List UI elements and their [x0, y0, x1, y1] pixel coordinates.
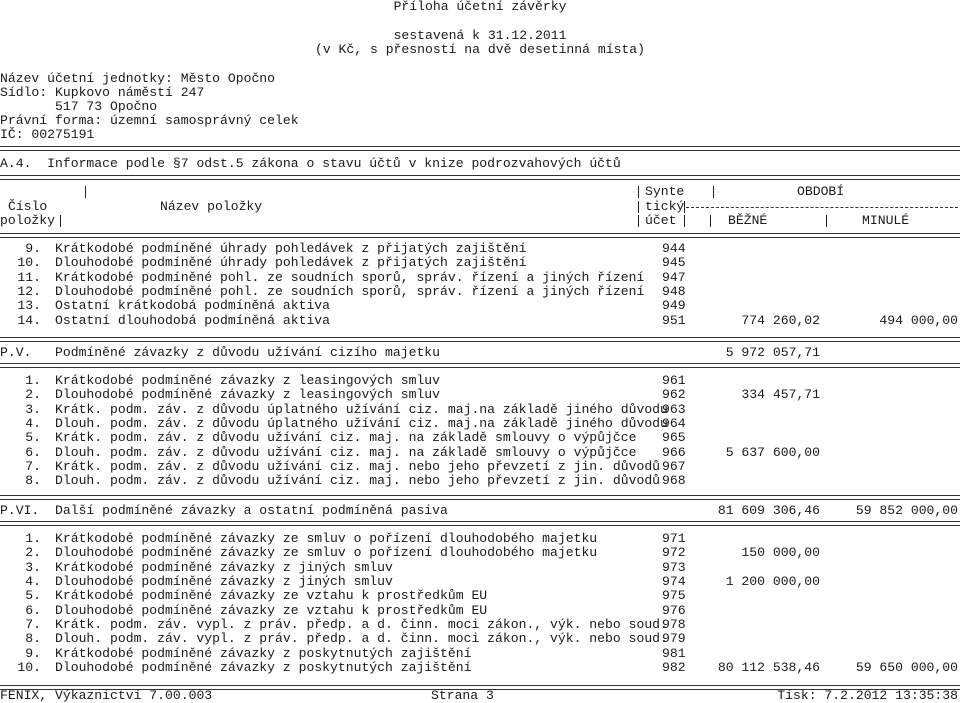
- entity-postal: 517 73 Opočno: [55, 99, 158, 114]
- header-bezne: BĚŽNÉ: [728, 213, 768, 228]
- header-ucet: účet: [645, 213, 677, 228]
- row-number: 13.: [17, 298, 41, 314]
- row-account: 949: [662, 298, 686, 314]
- column-divider: [684, 215, 685, 227]
- row-account: 975: [662, 588, 686, 604]
- header-minule: MINULÉ: [862, 213, 910, 228]
- row-name: Krátkodobé podmíněné závazky ze smluv o pořízení dlouhodobého majetku: [55, 531, 598, 546]
- row-name: Dlouh. podm. záv. vypl. z práv. předp. a d. činn. moci zákon., výk. nebo soud.: [55, 631, 668, 647]
- row-number: 10.: [17, 255, 41, 271]
- row-name: Dlouhodobé podmíněné závazky ze vztahu k prostředkům EU: [55, 602, 488, 618]
- group-current-value: 81 609 306,46: [717, 503, 820, 518]
- row-number: 9.: [25, 645, 41, 661]
- column-divider: [713, 186, 714, 198]
- header-obdobi: OBDOBÍ: [797, 184, 845, 199]
- separator: [0, 233, 960, 238]
- row-name: Dlouhodobé podmíněné úhrady pohledávek z přijatých zajištění: [55, 255, 527, 271]
- row-name: Krátkodobé podmíněné závazky z leasingových smluv: [55, 373, 441, 388]
- row-number: 11.: [17, 269, 41, 285]
- row-account: 979: [662, 631, 686, 647]
- entity-seat: Sídlo: Kupkovo náměstí 247: [0, 85, 205, 100]
- row-account: 976: [662, 602, 686, 618]
- row-account: 962: [662, 387, 686, 403]
- row-number: 1.: [25, 531, 41, 546]
- row-account: 971: [662, 531, 686, 546]
- row-name: Krátkodobé podmíněné závazky z poskytnutých zajištění: [55, 645, 472, 661]
- row-account: 982: [662, 660, 686, 676]
- row-account: 965: [662, 430, 686, 446]
- row-number: 6.: [25, 602, 41, 618]
- row-previous-value: 59 650 000,00: [855, 660, 958, 676]
- row-number: 4.: [25, 416, 41, 432]
- footer-printed: Tisk: 7.2.2012 13:35:38: [777, 688, 958, 703]
- row-current-value: 150 000,00: [741, 545, 820, 561]
- separator: [0, 363, 960, 368]
- column-divider: [638, 201, 639, 213]
- row-number: 6.: [25, 444, 41, 460]
- row-current-value: 334 457,71: [741, 387, 820, 403]
- row-number: 1.: [25, 373, 41, 388]
- separator: [0, 146, 960, 151]
- column-divider: [60, 215, 61, 227]
- row-number: 5.: [25, 588, 41, 604]
- entity-name: Název účetní jednotky: Město Opočno: [0, 71, 276, 86]
- header-cislo: Číslo: [8, 199, 48, 214]
- row-account: 961: [662, 373, 686, 388]
- row-name: Dlouhodobé podmíněné závazky ze smluv o pořízení dlouhodobého majetku: [55, 545, 598, 561]
- group-previous-value: 59 852 000,00: [855, 503, 958, 518]
- row-number: 3.: [25, 401, 41, 417]
- header-nazev: Název položky: [160, 199, 263, 214]
- column-divider: [638, 215, 639, 227]
- row-account: 966: [662, 444, 686, 460]
- row-name: Dlouh. podm. záv. z důvodu užívání ciz. maj. na základě smlouvy o výpůjčce: [55, 444, 637, 460]
- row-account: 974: [662, 574, 686, 590]
- separator: [0, 337, 960, 342]
- row-number: 4.: [25, 574, 41, 590]
- separator: [0, 175, 960, 180]
- row-name: Krátkodobé podmíněné úhrady pohledávek z přijatých zajištění: [55, 241, 527, 256]
- section-title: A.4. Informace podle §7 odst.5 zákona o stavu účtů v knize podrozvahových účtů: [0, 156, 621, 171]
- row-account: 951: [662, 312, 686, 328]
- row-number: 14.: [17, 312, 41, 328]
- row-account: 981: [662, 645, 686, 661]
- report-date: sestavená k 31.12.2011: [393, 28, 567, 43]
- group-code: P.VI.: [0, 503, 40, 518]
- row-number: 9.: [25, 241, 41, 256]
- row-number: 8.: [25, 631, 41, 647]
- row-account: 945: [662, 255, 686, 271]
- row-account: 963: [662, 401, 686, 417]
- column-divider: [684, 201, 685, 213]
- row-name: Ostatní krátkodobá podmíněná aktiva: [55, 298, 331, 314]
- header-ticky: tický: [645, 199, 685, 214]
- row-name: Krátk. podm. záv. z důvodu užívání ciz. maj. na základě smlouvy o výpůjčce: [55, 430, 637, 446]
- header-polozky: položky: [0, 213, 56, 228]
- row-name: Dlouhodobé podmíněné závazky z poskytnutých zajištění: [55, 660, 472, 676]
- row-number: 10.: [17, 660, 41, 676]
- row-account: 973: [662, 559, 686, 575]
- footer-page: Strana 3: [431, 688, 494, 703]
- row-account: 947: [662, 269, 686, 285]
- row-account: 967: [662, 459, 686, 475]
- row-account: 964: [662, 416, 686, 432]
- report-title: Příloha účetní závěrky: [393, 0, 567, 14]
- row-current-value: 774 260,02: [741, 312, 820, 328]
- footer-software: FENIX, Výkaznictví 7.00.003: [0, 688, 213, 703]
- column-divider: [85, 186, 86, 198]
- row-name: Krátk. podm. záv. z důvodu úplatného užívání ciz. maj.na základě jiného důvodu: [55, 401, 668, 417]
- row-name: Dlouh. podm. záv. z důvodu užívání ciz. maj. nebo jeho převzetí z jin. důvodů: [55, 473, 661, 489]
- separator: [0, 495, 960, 500]
- row-number: 7.: [25, 459, 41, 475]
- entity-legal-form: Právní forma: územní samosprávný celek: [0, 113, 299, 128]
- row-account: 978: [662, 617, 686, 633]
- row-name: Dlouhodobé podmíněné závazky z jiných smluv: [55, 574, 393, 590]
- row-account: 972: [662, 545, 686, 561]
- row-account: 944: [662, 241, 686, 256]
- group-title: Další podmíněné závazky a ostatní podmíněná pasiva: [55, 503, 448, 518]
- row-name: Ostatní dlouhodobá podmíněná aktiva: [55, 312, 331, 328]
- row-name: Krátk. podm. záv. vypl. z práv. předp. a d. činn. moci zákon., výk. nebo soud.: [55, 617, 668, 633]
- column-divider: [638, 186, 639, 198]
- header-synte: Synte: [645, 184, 685, 199]
- group-title: Podmíněné závazky z důvodu užívání cizího majetku: [55, 345, 441, 360]
- row-number: 5.: [25, 430, 41, 446]
- row-number: 2.: [25, 387, 41, 403]
- row-number: 3.: [25, 559, 41, 575]
- row-current-value: 80 112 538,46: [717, 660, 820, 676]
- column-divider: [826, 215, 827, 227]
- header-dash-line: [686, 207, 958, 208]
- row-number: 7.: [25, 617, 41, 633]
- row-name: Dlouh. podm. záv. z důvodu úplatného užívání ciz. maj.na základě jiného důvodu: [55, 416, 668, 432]
- row-name: Krátkodobé podmíněné pohl. ze soudních sporů, správ. řízení a jiných řízení: [55, 269, 645, 285]
- row-name: Krátkodobé podmíněné závazky ze vztahu k prostředkům EU: [55, 588, 488, 604]
- row-number: 12.: [17, 284, 41, 300]
- row-account: 948: [662, 284, 686, 300]
- group-code: P.V.: [0, 345, 32, 360]
- row-name: Krátkodobé podmíněné závazky z jiných smluv: [55, 559, 393, 575]
- row-name: Dlouhodobé podmíněné závazky z leasingových smluv: [55, 387, 441, 403]
- row-number: 8.: [25, 473, 41, 489]
- row-number: 2.: [25, 545, 41, 561]
- row-current-value: 1 200 000,00: [725, 574, 820, 590]
- separator: [0, 521, 960, 526]
- row-previous-value: 494 000,00: [879, 312, 958, 328]
- column-divider: [710, 215, 711, 227]
- row-name: Krátk. podm. záv. z důvodu užívání ciz. maj. nebo jeho převzetí z jin. důvodů: [55, 459, 661, 475]
- row-account: 968: [662, 473, 686, 489]
- row-current-value: 5 637 600,00: [725, 444, 820, 460]
- row-name: Dlouhodobé podmíněné pohl. ze soudních sporů, správ. řízení a jiných řízení: [55, 284, 645, 300]
- entity-ic: IČ: 00275191: [0, 127, 95, 142]
- group-current-value: 5 972 057,71: [725, 345, 820, 360]
- report-unit-note: (v Kč, s přesností na dvě desetinná místa): [314, 42, 646, 57]
